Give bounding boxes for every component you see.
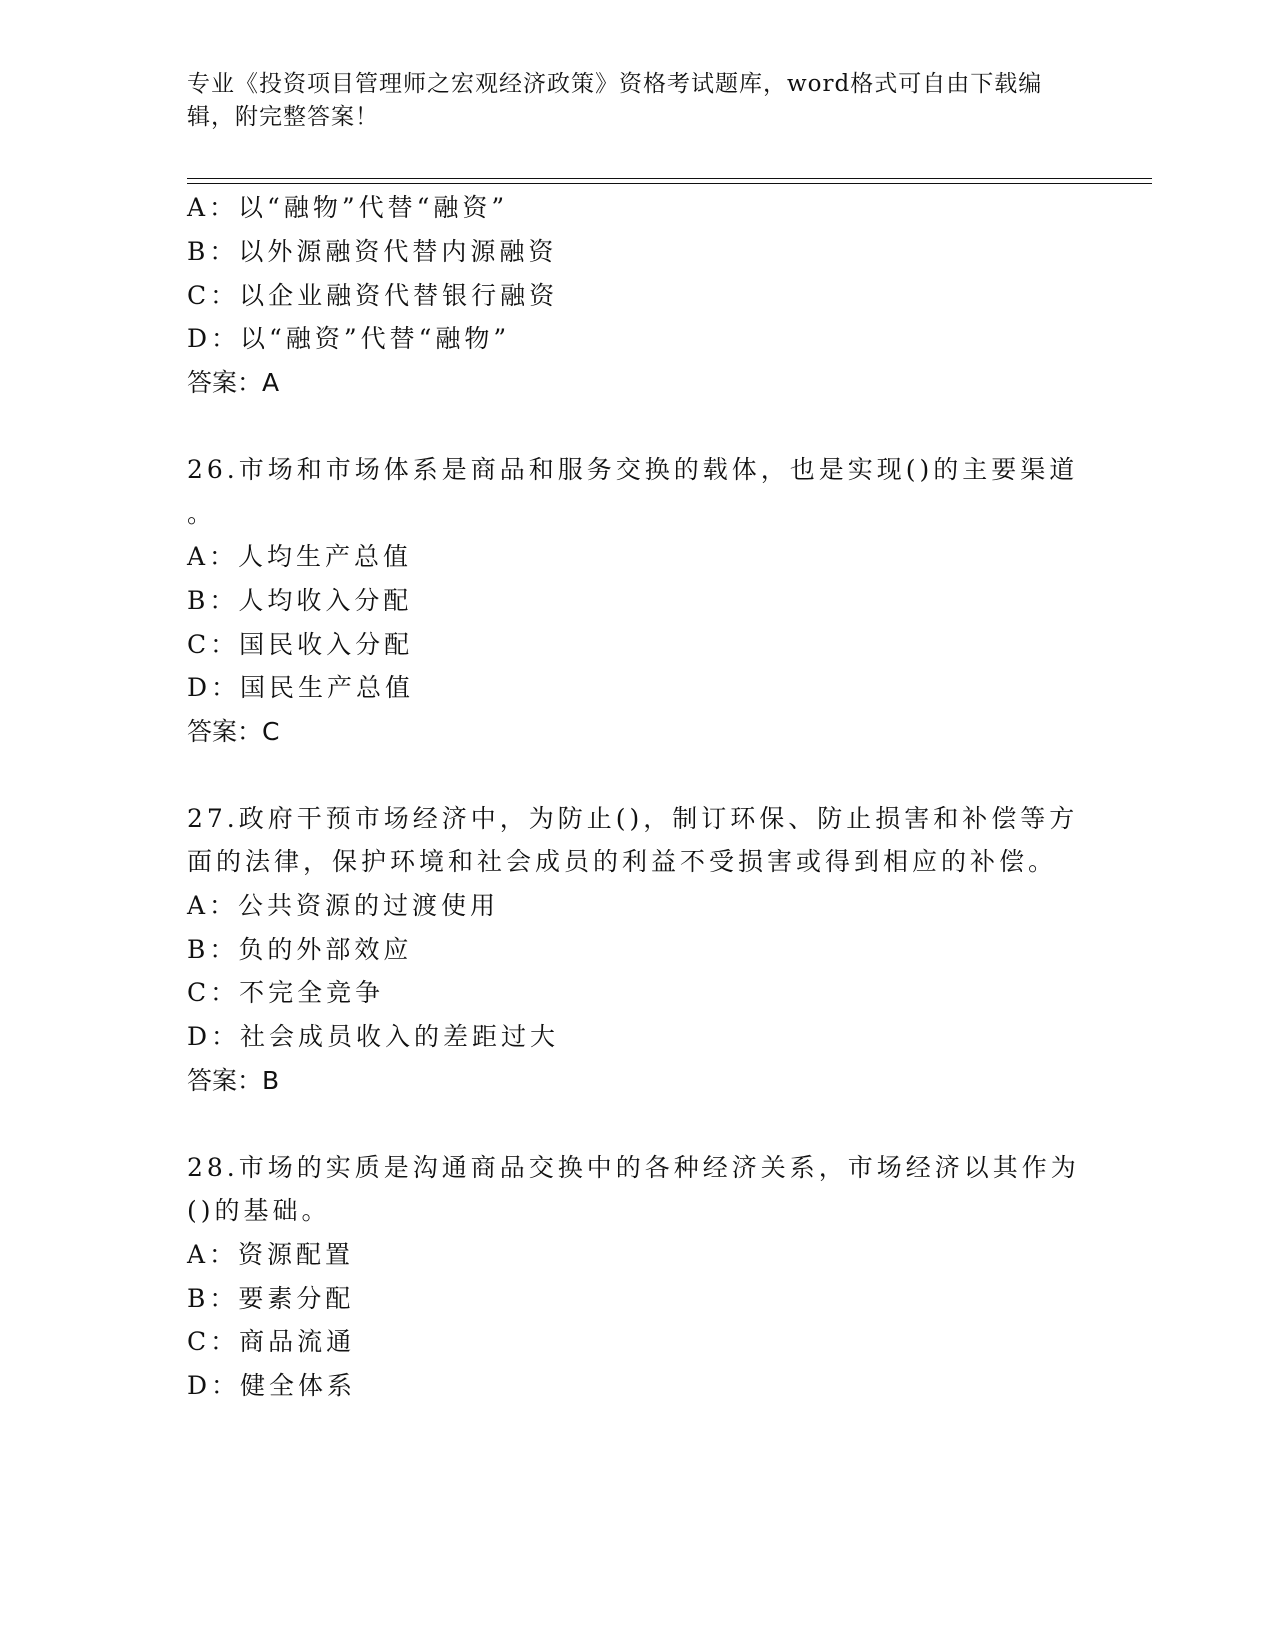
q28-option-d: D：健全体系 [187, 1371, 357, 1400]
q27-stem-line-1: 27.政府干预市场经济中，为防止()，制订环保、防止损害和补偿等方 [187, 804, 1079, 833]
q26-option-c: C：国民收入分配 [187, 630, 414, 659]
q28-option-a: A：资源配置 [187, 1240, 355, 1269]
q25-option-a: A：以“融物”代替“融资” [187, 193, 509, 222]
q27-option-b: B：负的外部效应 [187, 935, 413, 964]
q27-option-a: A：公共资源的过渡使用 [187, 891, 500, 920]
header-line-1: 专业《投资项目管理师之宏观经济政策》资格考试题库，word格式可自由下载编 [187, 71, 1043, 97]
q28-stem-line-1: 28.市场的实质是沟通商品交换中的各种经济关系，市场经济以其作为 [187, 1153, 1080, 1182]
q28-option-c: C：商品流通 [187, 1327, 356, 1356]
q28-stem-line-2: ()的基础。 [187, 1196, 331, 1225]
header-divider-bottom [187, 183, 1152, 184]
q26-option-a: A：人均生产总值 [187, 542, 413, 571]
q27-option-c: C：不完全竞争 [187, 978, 385, 1007]
q27-stem-line-2: 面的法律，保护环境和社会成员的利益不受损害或得到相应的补偿。 [187, 847, 1058, 876]
header-divider-top [187, 178, 1152, 179]
q27-option-d: D：社会成员收入的差距过大 [187, 1022, 560, 1051]
q25-option-b: B：以外源融资代替内源融资 [187, 237, 558, 266]
q25-option-d: D：以“融资”代替“融物” [187, 324, 511, 353]
q26-stem-line-2: 。 [187, 499, 217, 528]
header-line-2: 辑，附完整答案！ [187, 104, 379, 130]
q27-answer: 答案：B [187, 1066, 280, 1095]
q26-option-b: B：人均收入分配 [187, 586, 413, 615]
q25-answer: 答案：A [187, 368, 280, 397]
q26-answer: 答案：C [187, 717, 280, 746]
q28-option-b: B：要素分配 [187, 1284, 355, 1313]
q26-option-d: D：国民生产总值 [187, 673, 415, 702]
document-header [187, 68, 1087, 134]
q26-stem-line-1: 26.市场和市场体系是商品和服务交换的载体，也是实现()的主要渠道 [187, 455, 1079, 484]
q25-option-c: C：以企业融资代替银行融资 [187, 281, 559, 310]
